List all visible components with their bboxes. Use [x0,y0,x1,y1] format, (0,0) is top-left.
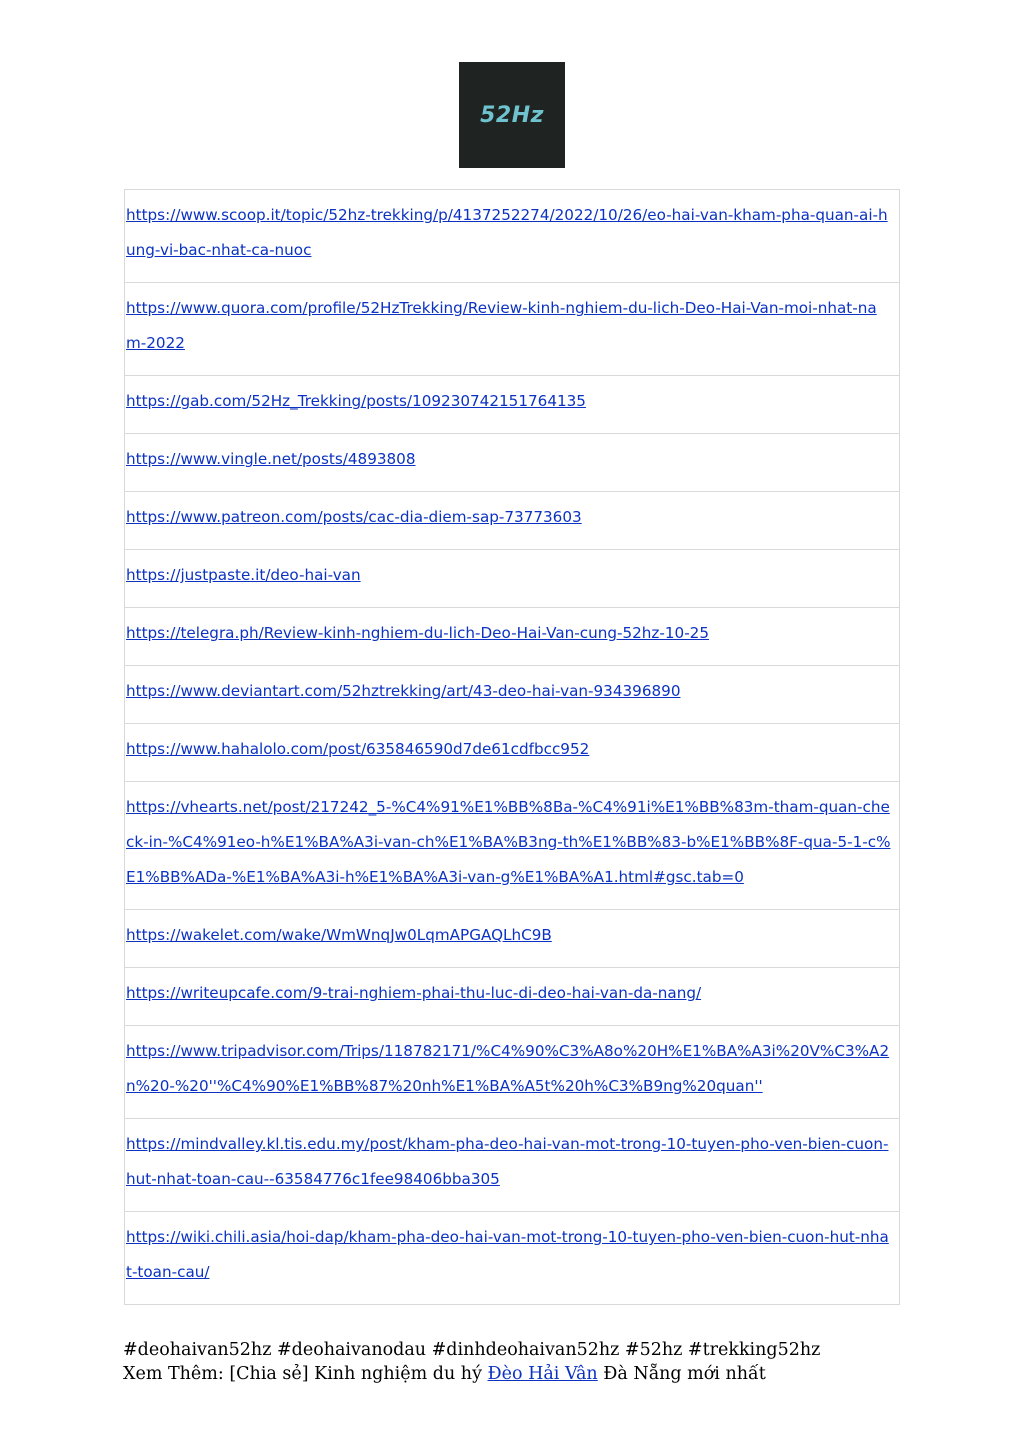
link-cell [125,1212,900,1305]
logo-text: 52Hz [480,102,544,128]
link-row [125,608,900,666]
link-row [125,434,900,492]
link-url[interactable]: https://wakelet.com/wake/WmWnqJw0LqmAPGAQLhC9B [126,926,552,944]
link-cell [125,190,900,283]
link-cell [125,666,900,724]
link-cell [125,1119,900,1212]
link-url[interactable]: https://www.quora.com/profile/52HzTrekking/Review-kinh-nghiem-du-lich-Deo-Hai-Van-moi-nhat-nam-2022 [126,299,877,352]
see-more-line [123,1362,923,1386]
link-url[interactable]: https://www.deviantart.com/52hztrekking/art/43-deo-hai-van-934396890 [126,682,681,700]
link-cell [125,492,900,550]
link-cell [125,434,900,492]
link-cell [125,283,900,376]
link-cell [125,608,900,666]
link-row [125,1212,900,1305]
link-row [125,190,900,283]
links-table-body [125,190,900,1305]
see-more-prefix: Xem Thêm: [Chia sẻ] Kinh nghiệm du hý [123,1364,488,1384]
link-cell [125,724,900,782]
link-url[interactable]: https://wiki.chili.asia/hoi-dap/kham-pha-deo-hai-van-mot-trong-10-tuyen-pho-ven-bien-cuon-hut-nhat-toan-cau/ [126,1228,889,1281]
footer [123,1338,923,1386]
logo-52hz [459,62,565,168]
link-row [125,376,900,434]
link-cell [125,550,900,608]
link-url[interactable]: https://telegra.ph/Review-kinh-nghiem-du-lich-Deo-Hai-Van-cung-52hz-10-25 [126,624,709,642]
link-url[interactable]: https://www.vingle.net/posts/4893808 [126,450,416,468]
see-more-link[interactable]: Đèo Hải Vân [487,1364,598,1384]
link-url[interactable]: https://vhearts.net/post/217242_5-%C4%91%E1%BB%8Ba-%C4%91i%E1%BB%83m-tham-quan-check-in-%C4%91eo-h%E1%BA%A3i-van-ch%E1%BA%B3ng-th%E1%BB%83-b%E1%BB%8F-qua-5-1-c%E1%BB%ADa-%E1%BA%A3i-h%E1%BA%A3i-van-g%E1%BA%A1.html#gsc.tab=0 [126,798,891,886]
link-row [125,782,900,910]
link-url[interactable]: https://justpaste.it/deo-hai-van [126,566,361,584]
link-url[interactable]: https://www.hahalolo.com/post/635846590d7de61cdfbcc952 [126,740,590,758]
link-cell [125,782,900,910]
link-row [125,910,900,968]
link-url[interactable]: https://mindvalley.kl.tis.edu.my/post/kham-pha-deo-hai-van-mot-trong-10-tuyen-pho-ven-bien-cuon-hut-nhat-toan-cau--63584776c1fee98406bba305 [126,1135,889,1188]
link-url[interactable]: https://www.patreon.com/posts/cac-dia-diem-sap-73773603 [126,508,582,526]
link-cell [125,1026,900,1119]
link-row [125,968,900,1026]
hashtags-line: #deohaivan52hz #deohaivanodau #dinhdeohaivan52hz #52hz #trekking52hz [123,1340,821,1360]
link-cell [125,968,900,1026]
link-row [125,550,900,608]
see-more-suffix: Đà Nẵng mới nhất [597,1364,766,1384]
link-row [125,666,900,724]
link-url[interactable]: https://www.scoop.it/topic/52hz-trekking/p/4137252274/2022/10/26/eo-hai-van-kham-pha-quan-ai-hung-vi-bac-nhat-ca-nuoc [126,206,888,259]
link-cell [125,910,900,968]
link-url[interactable]: https://gab.com/52Hz_Trekking/posts/109230742151764135 [126,392,586,410]
link-row [125,283,900,376]
link-row [125,724,900,782]
link-cell [125,376,900,434]
link-row [125,1119,900,1212]
link-url[interactable]: https://writeupcafe.com/9-trai-nghiem-phai-thu-luc-di-deo-hai-van-da-nang/ [126,984,702,1002]
link-url[interactable]: https://www.tripadvisor.com/Trips/118782171/%C4%90%C3%A8o%20H%E1%BA%A3i%20V%C3%A2n%20-%20''%C4%90%E1%BB%87%20nh%E1%BA%A5t%20h%C3%B9ng%20quan'' [126,1042,890,1095]
links-table [124,189,900,1305]
link-row [125,1026,900,1119]
link-row [125,492,900,550]
